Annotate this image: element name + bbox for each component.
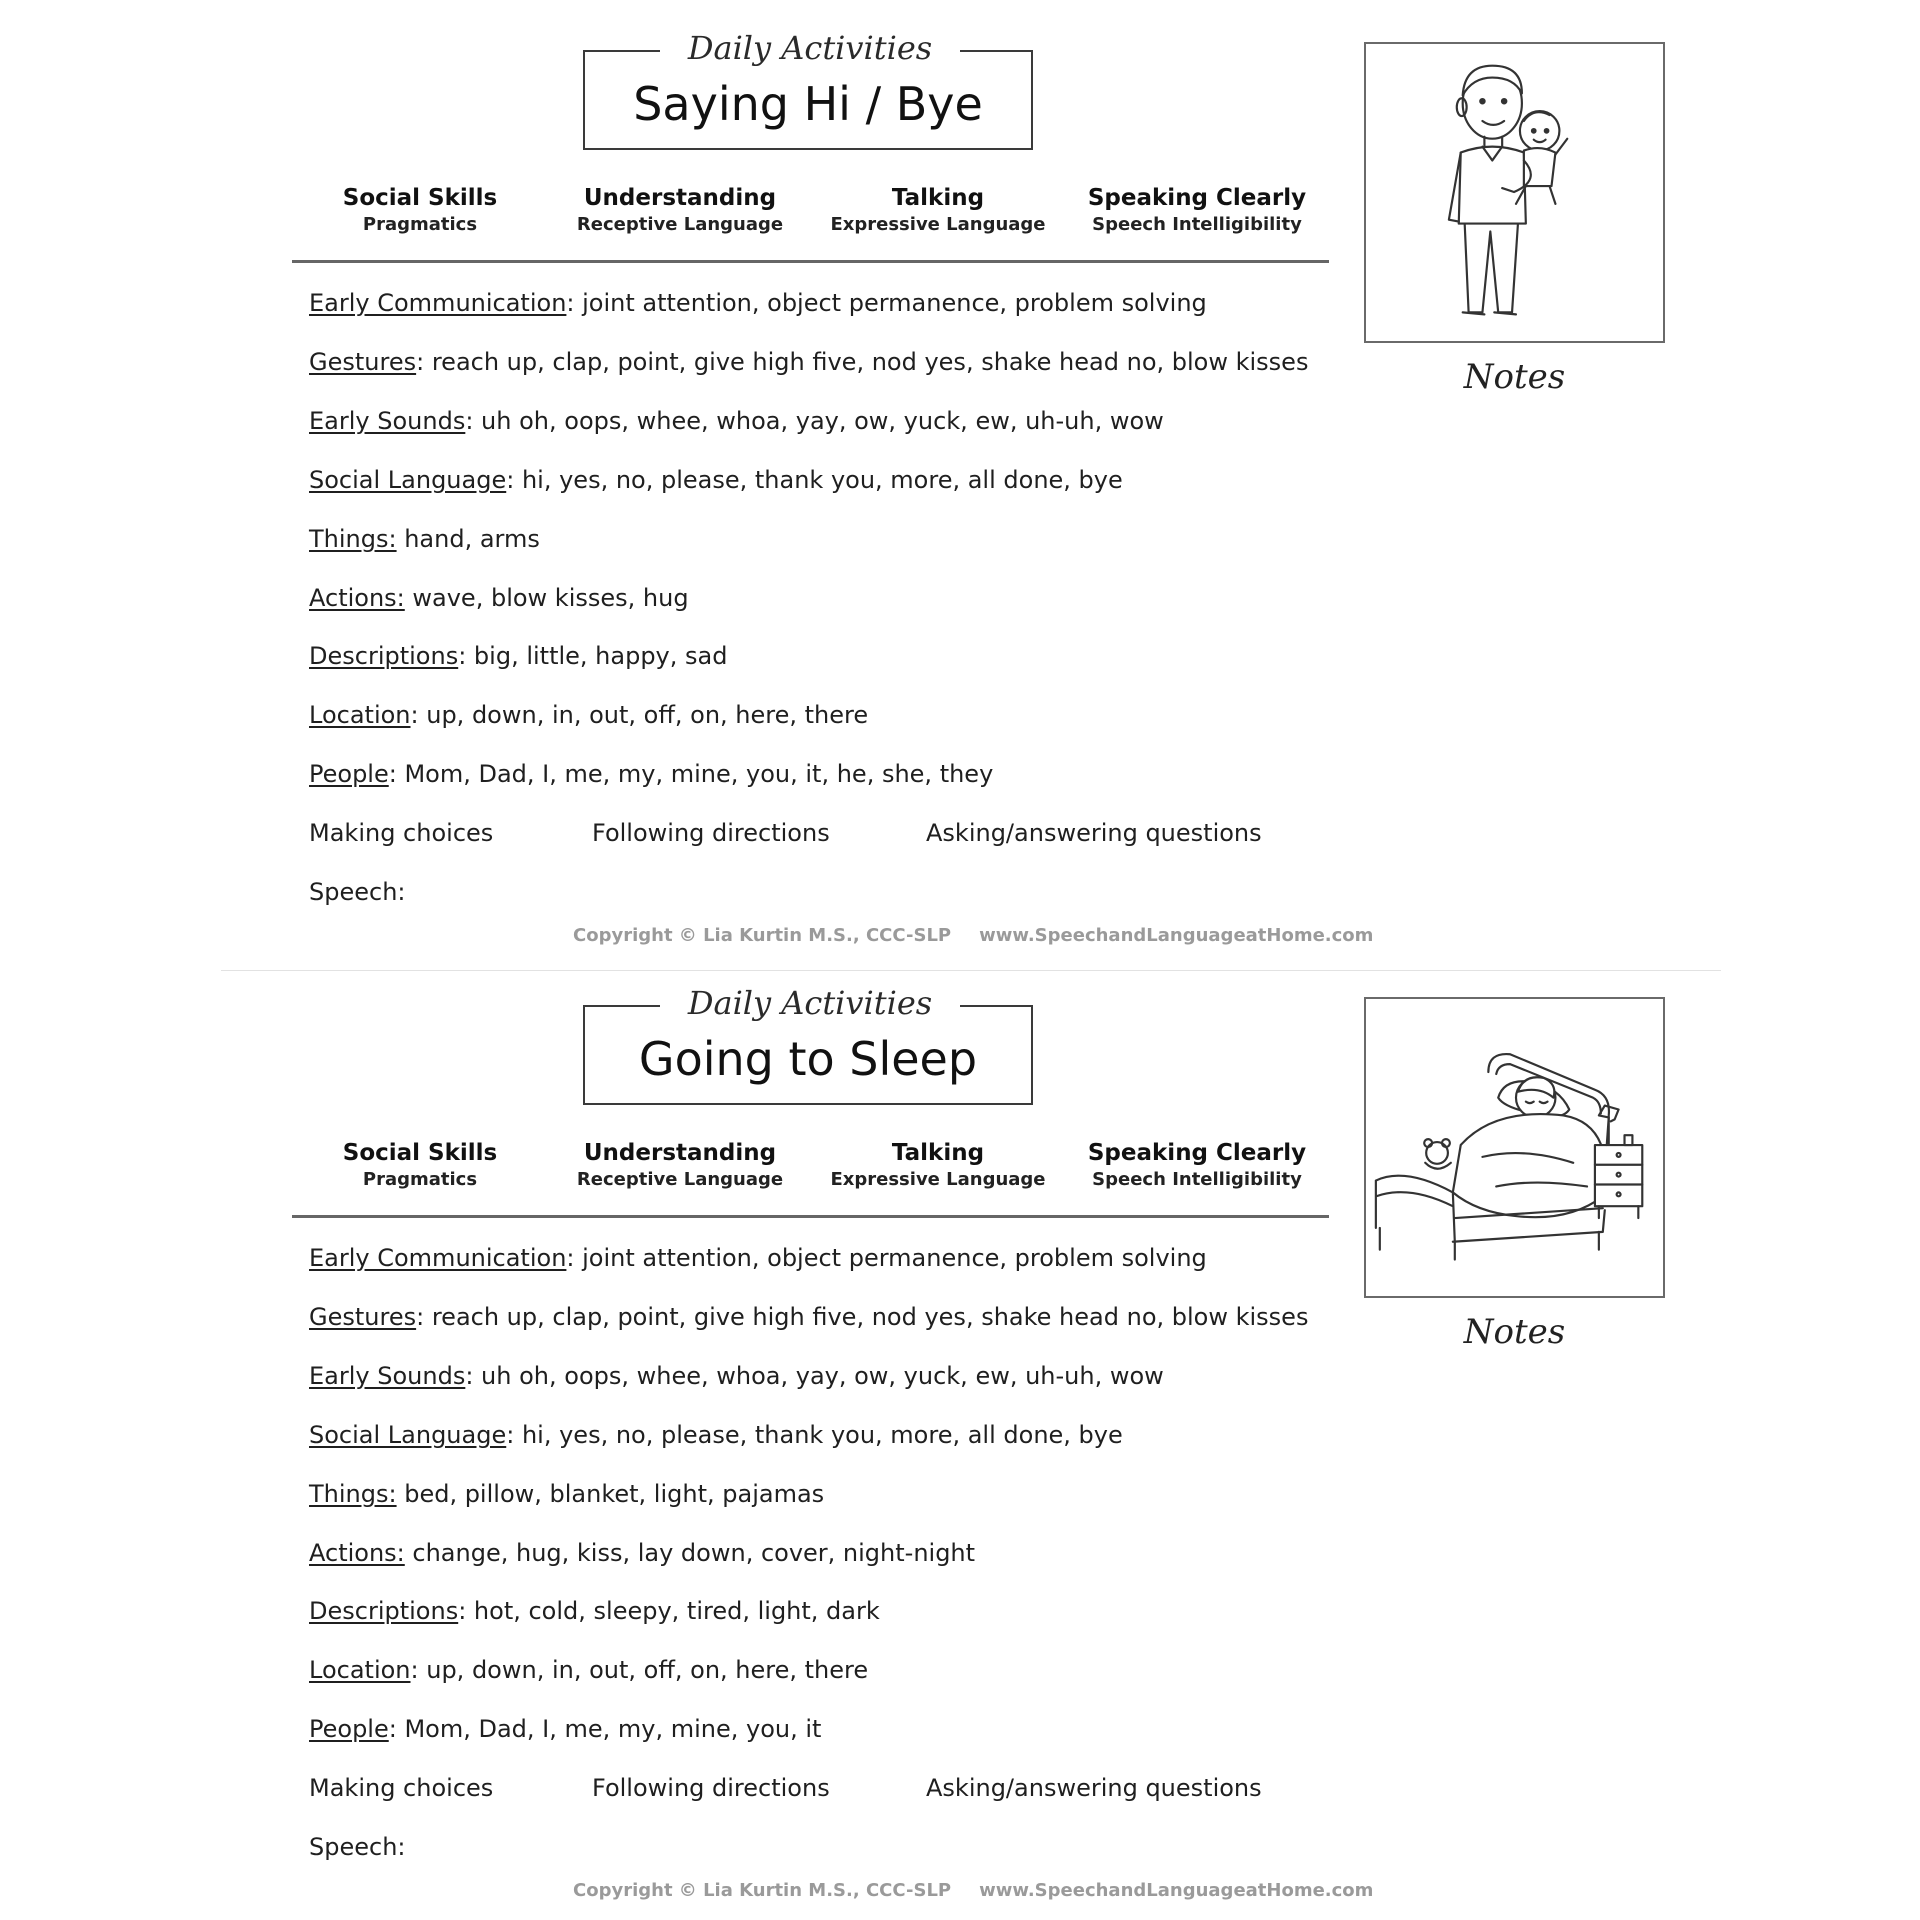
category-subheading: Pragmatics	[362, 1169, 478, 1190]
line-label: Early Sounds	[309, 407, 466, 435]
line-text: change, hug, kiss, lay down, cover, night-night	[404, 1539, 976, 1567]
line-early-sounds	[309, 1361, 1164, 1391]
category-heading: Understanding	[583, 185, 777, 211]
category-heading: Speaking Clearly	[1087, 185, 1307, 211]
line-label: Early Communication	[309, 1244, 567, 1272]
line-label: Early Communication	[309, 289, 567, 317]
category-heading: Social Skills	[342, 1140, 498, 1166]
speech-label: Speech:	[309, 1833, 406, 1861]
sheet-title: Saying Hi / Bye	[633, 77, 983, 131]
line-actions	[309, 1538, 975, 1568]
notes-label: Notes	[1463, 357, 1566, 397]
category-understanding	[550, 183, 810, 237]
category-speaking-clearly	[1067, 183, 1327, 237]
category-heading: Understanding	[583, 1140, 777, 1166]
line-separator: :	[410, 1656, 419, 1684]
option-following-directions: Following directions	[592, 819, 830, 847]
category-subheading: Speech Intelligibility	[1092, 1169, 1302, 1190]
header-divider	[292, 1215, 1329, 1218]
line-separator: :	[506, 1421, 515, 1449]
illustration-frame	[1364, 42, 1665, 343]
category-subheading: Pragmatics	[362, 214, 478, 235]
line-separator: :	[506, 466, 515, 494]
line-text: Mom, Dad, I, me, my, mine, you, it	[396, 1715, 822, 1743]
line-label: Things:	[309, 1480, 397, 1508]
line-early-communication	[309, 288, 1207, 318]
sheet-eyebrow: Daily Activities	[660, 981, 960, 1025]
line-text: uh oh, oops, whee, whoa, yay, ow, yuck, ew, uh-uh, wow	[473, 1362, 1164, 1390]
activity-sheet-going-to-sleep	[0, 955, 1920, 1910]
line-text: uh oh, oops, whee, whoa, yay, ow, yuck, ew, uh-uh, wow	[473, 407, 1164, 435]
line-text: reach up, clap, point, give high five, nod yes, shake head no, blow kisses	[424, 348, 1309, 376]
line-label: People	[309, 760, 389, 788]
line-text: joint attention, object permanence, problem solving	[574, 289, 1207, 317]
line-separator: :	[465, 1362, 474, 1390]
line-separator: :	[416, 1303, 425, 1331]
line-location	[309, 700, 868, 730]
category-talking	[808, 183, 1068, 237]
line-text: hi, yes, no, please, thank you, more, all done, bye	[514, 466, 1123, 494]
line-separator: :	[566, 1244, 575, 1272]
option-making-choices: Making choices	[309, 1774, 494, 1802]
copyright-text: Copyright © Lia Kurtin M.S., CCC-SLP	[573, 1880, 952, 1901]
line-label: Actions:	[309, 1539, 405, 1567]
category-heading: Speaking Clearly	[1087, 1140, 1307, 1166]
line-separator: :	[566, 289, 575, 317]
category-heading: Talking	[891, 1140, 985, 1166]
line-separator: :	[458, 642, 467, 670]
line-people	[309, 759, 993, 789]
line-label: Location	[309, 1656, 411, 1684]
category-subheading: Expressive Language	[830, 1169, 1046, 1190]
line-label: Descriptions	[309, 1597, 459, 1625]
line-separator: :	[458, 1597, 467, 1625]
category-subheading: Speech Intelligibility	[1092, 214, 1302, 235]
category-subheading: Receptive Language	[576, 1169, 784, 1190]
line-location	[309, 1655, 868, 1685]
line-text: big, little, happy, sad	[466, 642, 728, 670]
line-label: Descriptions	[309, 642, 459, 670]
copyright-text: Copyright © Lia Kurtin M.S., CCC-SLP	[573, 925, 952, 946]
line-text: up, down, in, out, off, on, here, there	[418, 701, 869, 729]
dad-holding-baby-icon	[1366, 44, 1663, 341]
category-social-skills	[290, 183, 550, 237]
category-talking	[808, 1138, 1068, 1192]
line-people	[309, 1714, 821, 1744]
line-text: joint attention, object permanence, problem solving	[574, 1244, 1207, 1272]
sheet-eyebrow: Daily Activities	[660, 26, 960, 70]
line-label: Actions:	[309, 584, 405, 612]
line-text: bed, pillow, blanket, light, pajamas	[396, 1480, 825, 1508]
line-gestures	[309, 1302, 1308, 1332]
category-subheading: Receptive Language	[576, 214, 784, 235]
line-descriptions	[309, 1596, 880, 1626]
line-early-sounds	[309, 406, 1164, 436]
sheet-title: Going to Sleep	[638, 1032, 978, 1086]
line-separator: :	[388, 760, 397, 788]
footer	[573, 924, 1373, 948]
line-text: hi, yes, no, please, thank you, more, all done, bye	[514, 1421, 1123, 1449]
line-separator: :	[388, 1715, 397, 1743]
line-text: hot, cold, sleepy, tired, light, dark	[466, 1597, 880, 1625]
line-label: Location	[309, 701, 411, 729]
category-heading: Social Skills	[342, 185, 498, 211]
header-divider	[292, 260, 1329, 263]
category-social-skills	[290, 1138, 550, 1192]
line-text: hand, arms	[396, 525, 540, 553]
category-speaking-clearly	[1067, 1138, 1327, 1192]
illustration-frame	[1364, 997, 1665, 1298]
line-label: Things:	[309, 525, 397, 553]
category-heading: Talking	[891, 185, 985, 211]
notes-label: Notes	[1463, 1312, 1566, 1352]
speech-label: Speech:	[309, 878, 406, 906]
website-text: www.SpeechandLanguageatHome.com	[979, 1880, 1374, 1901]
category-understanding	[550, 1138, 810, 1192]
line-things	[309, 1479, 824, 1509]
option-making-choices: Making choices	[309, 819, 494, 847]
line-text: wave, blow kisses, hug	[404, 584, 689, 612]
line-text: reach up, clap, point, give high five, nod yes, shake head no, blow kisses	[424, 1303, 1309, 1331]
option-following-directions: Following directions	[592, 1774, 830, 1802]
line-label: Gestures	[309, 1303, 417, 1331]
line-separator: :	[465, 407, 474, 435]
line-descriptions	[309, 641, 727, 671]
line-label: People	[309, 1715, 389, 1743]
line-early-communication	[309, 1243, 1207, 1273]
line-label: Gestures	[309, 348, 417, 376]
line-label: Early Sounds	[309, 1362, 466, 1390]
line-text: up, down, in, out, off, on, here, there	[418, 1656, 869, 1684]
option-asking-answering-questions: Asking/answering questions	[926, 1774, 1262, 1802]
child-sleeping-in-bed-icon	[1366, 999, 1663, 1296]
line-things	[309, 524, 540, 554]
option-asking-answering-questions: Asking/answering questions	[926, 819, 1262, 847]
line-separator: :	[410, 701, 419, 729]
line-gestures	[309, 347, 1308, 377]
line-actions	[309, 583, 689, 613]
activity-sheet-saying-hi-bye	[0, 0, 1920, 955]
line-social-language	[309, 465, 1123, 495]
line-social-language	[309, 1420, 1123, 1450]
line-label: Social Language	[309, 466, 507, 494]
footer	[573, 1879, 1373, 1903]
line-text: Mom, Dad, I, me, my, mine, you, it, he, she, they	[396, 760, 994, 788]
category-subheading: Expressive Language	[830, 214, 1046, 235]
line-separator: :	[416, 348, 425, 376]
website-text: www.SpeechandLanguageatHome.com	[979, 925, 1374, 946]
line-label: Social Language	[309, 1421, 507, 1449]
